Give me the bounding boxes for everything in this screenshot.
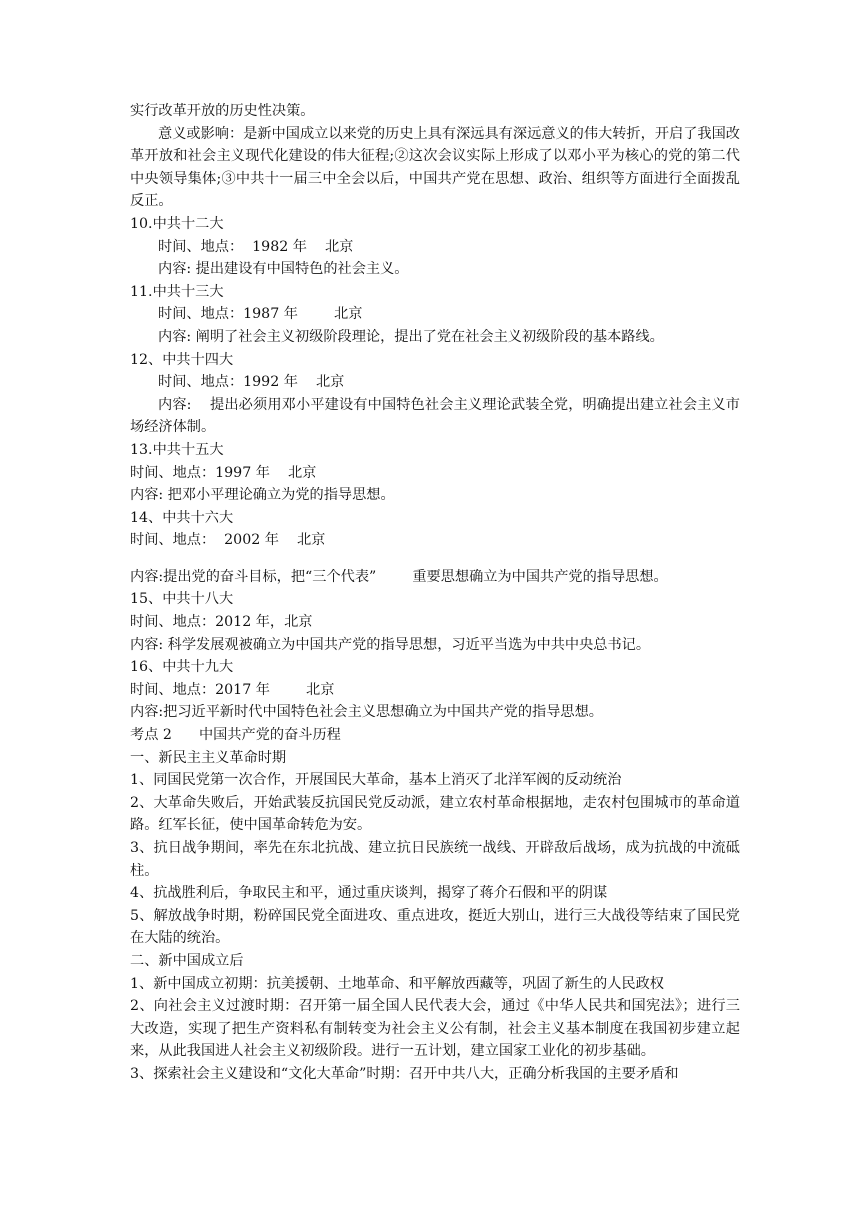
time-place-line: 时间、地点：1992 年 北京	[158, 374, 345, 391]
period-heading: 一、新民主主义革命时期	[130, 749, 287, 766]
time-place-line: 时间、地点：1987 年 北京	[158, 306, 363, 323]
content-line: 内容: 提出建设有中国特色的社会主义。	[158, 261, 409, 278]
section-heading: 11.中共十三大	[130, 283, 224, 300]
content-line: 内容:提出党的奋斗目标，把“三个代表” 重要思想确立为中国共产党的指导思想。	[130, 568, 668, 585]
text-line: 实行改革开放的历史性决策。	[130, 103, 315, 119]
text-paragraph: 内容: 提出必须用邓小平建设有中国特色社会主义理论武装全党，明确提出建立社会主义市场经济体制。	[130, 396, 740, 436]
content-paragraph	[130, 394, 740, 439]
content-line: 内容:把习近平新时代中国特色社会主义思想确立为中国共产党的指导思想。	[130, 704, 603, 721]
content-line: 内容: 把邓小平理论确立为党的指导思想。	[130, 487, 395, 504]
time-place-line: 时间、地点： 1982 年 北京	[158, 238, 354, 255]
section-heading: 12、中共十四大	[130, 351, 234, 368]
time-place-line: 时间、地点：2017 年 北京	[130, 681, 335, 698]
section-heading: 14、中共十六大	[130, 509, 234, 526]
section-heading: 10.中共十二大	[130, 215, 224, 232]
content-line: 内容: 阐明了社会主义初级阶段理论，提出了党在社会主义初级阶段的基本路线。	[158, 328, 664, 345]
document-page	[130, 100, 740, 1086]
time-place-line: 时间、地点：2012 年，北京	[130, 614, 313, 631]
content-line: 内容: 科学发展观被确立为中国共产党的指导思想，习近平当选为中共中央总书记。	[130, 636, 651, 653]
time-place-line: 时间、地点：1997 年 北京	[130, 464, 317, 481]
period-heading: 二、新中国成立后	[130, 952, 244, 969]
list-item: 3、探索社会主义建设和“文化大革命”时期：召开中共八大，正确分析我国的主要矛盾和	[130, 1065, 679, 1082]
list-item: 1、新中国成立初期：抗美援朝、土地革命、和平解放西藏等，巩固了新生的人民政权	[130, 975, 664, 992]
list-item: 2、向社会主义过渡时期：召开第一届全国人民代表大会，通过《中华人民共和国宪法》；进行三大改造，实现了把生产资料私有制转变为社会主义公有制，社会主义基本制度在我国初步建立起来，从此我国进人社会主义初级阶段。进行一五计划，建立国家工业化的初步基础。	[130, 998, 740, 1060]
list-item: 1、同国民党第一次合作，开展国民大革命，基本上消灭了北洋军阀的反动统治	[130, 772, 622, 789]
section-heading: 16、中共十九大	[130, 659, 234, 676]
list-item: 5、解放战争时期，粉碎国民党全面进攻、重点进攻，挺近大别山，进行三大战役等结束了国民党在大陆的统治。	[130, 907, 740, 947]
text-paragraph: 意义或影响：是新中国成立以来党的历史上具有深远具有深远意义的伟大转折，开启了我国改革开放和社会主义现代化建设的伟大征程;②这次会议实际上形成了以邓小平为核心的党的第二代中央领导集体;③中共十一届三中全会以后，中国共产党在思想、政治、组织等方面进行全面拨乱反正。	[130, 125, 740, 210]
section-heading: 13.中共十五大	[130, 441, 224, 458]
list-item: 3、抗日战争期间，率先在东北抗战、建立抗日民族统一战线、开辟敌后战场，成为抗战的中流砥柱。	[130, 840, 740, 879]
list-item: 4、抗战胜利后，争取民主和平，通过重庆谈判，揭穿了蒋介石假和平的阴谋	[130, 885, 608, 902]
blank-gap	[130, 552, 740, 566]
time-place-line: 时间、地点： 2002 年 北京	[130, 532, 326, 549]
significance-paragraph	[130, 123, 740, 213]
list-item: 2、大革命失败后，开始武装反抗国民党反动派，建立农村革命根据地，走农村包围城市的革命道路。红军长征，使中国革命转危为安。	[130, 794, 740, 834]
section-heading: 15、中共十八大	[130, 591, 234, 608]
topic-heading: 考点 2 中国共产党的奋斗历程	[130, 727, 341, 744]
